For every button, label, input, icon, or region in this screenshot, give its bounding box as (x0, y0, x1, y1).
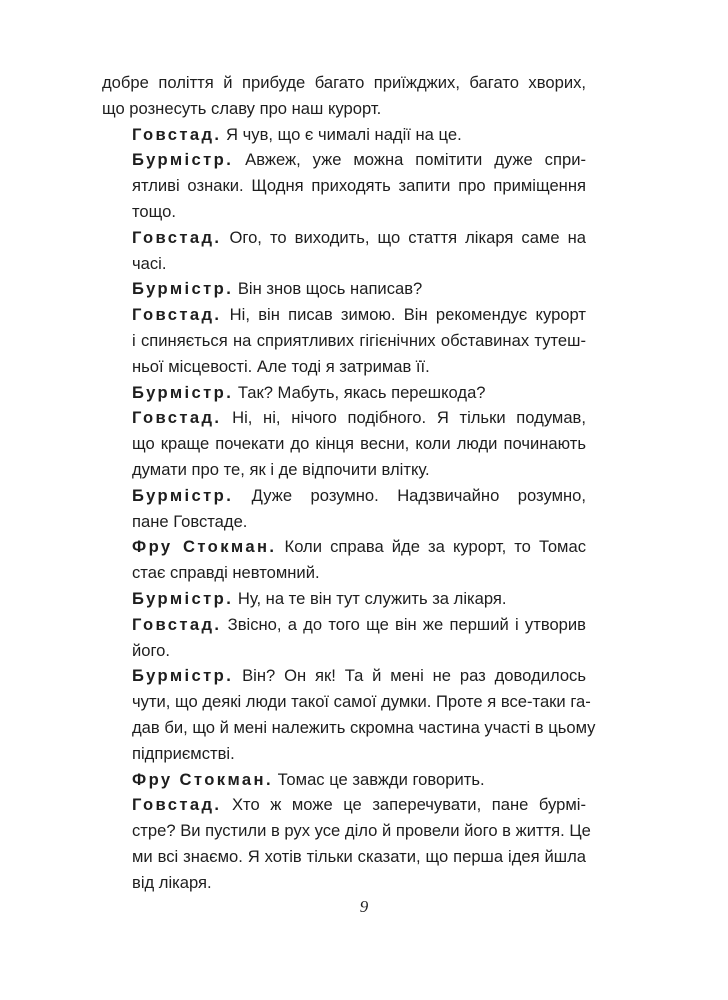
speaker-name: Бурмістр. (132, 150, 234, 170)
dialogue-paragraph (102, 147, 586, 224)
line-text: Ні, він писав зимою. Він рекомендує курорт (221, 305, 586, 325)
line-text: Хто ж може це заперечувати, пане бурмі- (221, 795, 586, 815)
text-line (102, 122, 586, 148)
line-text: Він? Он як! Та й мені не раз доводилось (233, 666, 586, 686)
speaker-name: Бурмістр. (132, 485, 234, 505)
line-text: підприємстві. (132, 743, 235, 763)
text-line (102, 457, 586, 483)
line-text: часі. (132, 253, 167, 273)
dialogue-paragraph (102, 302, 586, 379)
dialogue-paragraph (102, 122, 586, 148)
line-text: Так? Мабуть, якась перешкода? (233, 382, 486, 402)
body-text (102, 70, 596, 896)
text-line (102, 380, 586, 406)
text-line (102, 638, 586, 664)
text-line (102, 509, 586, 535)
line-text: що краще почекати до кінця весни, коли люди починають (132, 434, 586, 454)
text-line (102, 689, 591, 715)
speaker-name: Говстад. (132, 305, 222, 325)
text-line (102, 663, 586, 689)
line-text: пане Говстаде. (132, 511, 248, 531)
line-text: що рознесуть славу про наш курорт. (102, 98, 382, 118)
text-paragraph (102, 70, 586, 122)
line-text: Звісно, а до того ще він же перший і утворив (221, 614, 586, 634)
dialogue-paragraph (102, 483, 586, 535)
line-text: ятливі ознаки. Щодня приходять запити про приміщення (132, 176, 586, 196)
speaker-name: Говстад. (132, 408, 222, 428)
line-text: стре? Ви пустили в рух усе діло й провели його в життя. Це (132, 821, 591, 841)
speaker-name: Бурмістр. (132, 382, 234, 402)
text-line (102, 251, 586, 277)
line-text: Він знов щось написав? (233, 279, 423, 299)
dialogue-paragraph (102, 405, 586, 482)
speaker-name: Говстад. (132, 227, 222, 247)
text-line (102, 715, 596, 741)
line-text: стає справді невтомний. (132, 563, 320, 583)
line-text: ньої місцевості. Але тоді я затримав її. (132, 356, 430, 376)
dialogue-paragraph (102, 586, 586, 612)
text-line (102, 199, 586, 225)
line-text: від лікаря. (132, 872, 212, 892)
text-line (102, 767, 586, 793)
line-text: Коли справа йде за курорт, то Томас (276, 537, 586, 557)
line-text: Дуже розумно. Надзвичайно розумно, (233, 485, 586, 505)
line-text: Томас це завжди говорить. (272, 769, 485, 789)
text-line (102, 818, 591, 844)
text-line (102, 70, 586, 96)
line-text: його. (132, 640, 171, 660)
text-line (102, 302, 586, 328)
page-number: 9 (359, 897, 369, 916)
text-line (102, 612, 586, 638)
dialogue-paragraph (102, 767, 586, 793)
speaker-name: Говстад. (132, 795, 222, 815)
line-text: ми всі знаємо. Я хотів тільки сказати, що перша ідея йшла (132, 846, 586, 866)
dialogue-paragraph (102, 663, 596, 766)
text-line (102, 225, 586, 251)
dialogue-paragraph (102, 792, 591, 895)
dialogue-paragraph (102, 276, 586, 302)
line-text: Ні, ні, нічого подібного. Я тільки подумав, (221, 408, 586, 428)
speaker-name: Фру Стокман. (132, 537, 277, 557)
text-line (102, 483, 586, 509)
line-text: тощо. (132, 201, 176, 221)
speaker-name: Говстад. (132, 124, 222, 144)
dialogue-paragraph (102, 380, 586, 406)
line-text: Ну, на те він тут служить за лікаря. (233, 588, 507, 608)
text-line (102, 534, 586, 560)
speaker-name: Фру Стокман. (132, 769, 273, 789)
line-text: і спиняється на сприятливих гігієнічних обставинах тутеш- (132, 330, 586, 350)
line-text: думати про те, як і де відпочити влітку. (132, 459, 430, 479)
text-line (102, 870, 586, 896)
line-text: Ого, то виходить, що стаття лікаря саме на (221, 227, 586, 247)
line-text: чути, що деякі люди такої самої думки. Проте я все-таки га- (132, 692, 591, 712)
dialogue-paragraph (102, 534, 586, 586)
dialogue-paragraph (102, 225, 586, 277)
text-line (102, 173, 586, 199)
speaker-name: Бурмістр. (132, 666, 234, 686)
line-text: дав би, що й мені належить скромна частина участі в цьому (132, 717, 596, 737)
text-line (102, 96, 586, 122)
text-line (102, 405, 586, 431)
text-line (102, 431, 586, 457)
line-text: Я чув, що є чималі надії на це. (221, 124, 462, 144)
speaker-name: Бурмістр. (132, 588, 234, 608)
speaker-name: Бурмістр. (132, 279, 234, 299)
text-line (102, 560, 586, 586)
line-text: добре поліття й прибуде багато приїжджих, багато хворих, (102, 73, 586, 92)
text-line (102, 586, 586, 612)
text-line (102, 276, 586, 302)
line-text: Авжеж, уже можна помітити дуже спри- (233, 150, 586, 170)
speaker-name: Говстад. (132, 614, 222, 634)
text-line (102, 328, 586, 354)
dialogue-paragraph (102, 612, 586, 664)
text-line (102, 792, 586, 818)
text-line (102, 147, 586, 173)
text-line (102, 354, 586, 380)
text-line (102, 844, 586, 870)
text-line (102, 741, 586, 767)
